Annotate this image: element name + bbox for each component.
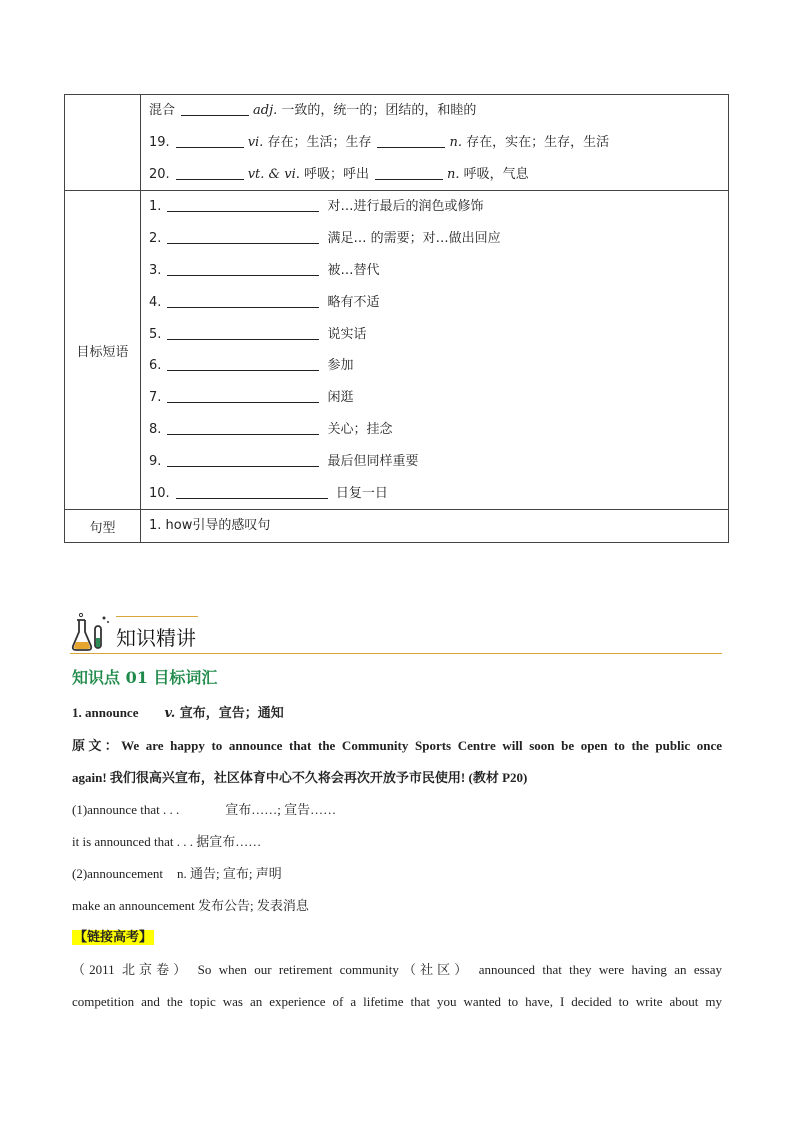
usage-meaning: 宣布……; 宣告…… <box>225 802 337 817</box>
meaning-text: 最后但同样重要 <box>327 453 419 469</box>
usage-line <box>72 794 722 826</box>
section-divider <box>70 653 722 654</box>
meaning-text: 说实话 <box>327 326 367 342</box>
link-exam-tag: 【链接高考】 <box>74 930 153 945</box>
list-item <box>141 255 728 287</box>
entry-meaning: 宣布，宣告；通知 <box>179 706 284 721</box>
meaning-text: 存在；生活；生存 <box>267 134 372 150</box>
blank-field[interactable] <box>176 133 244 148</box>
meaning-text: 呼吸；呼出 <box>304 166 370 182</box>
category-cell-sentence: 句型 <box>65 510 141 543</box>
meaning-text: 参加 <box>327 358 354 374</box>
usage-phrase: (2)announcement <box>72 866 163 881</box>
item-prefix: 混合 <box>149 103 176 118</box>
list-item <box>141 446 728 478</box>
part-of-speech: n. <box>447 166 460 182</box>
table-row-vocab <box>65 95 729 191</box>
item-number: 10. <box>149 485 170 501</box>
blank-field[interactable] <box>167 388 319 403</box>
usage-line <box>72 890 722 922</box>
item-number: 5. <box>149 326 162 342</box>
blank-field[interactable] <box>167 229 319 244</box>
meaning-text: 呼吸，气息 <box>463 166 529 182</box>
list-item <box>141 159 728 191</box>
source-line-2: again! 我们很高兴宣布，社区体育中心不久将会再次开放予市民使用! (教材 P20) <box>72 770 528 785</box>
usage-phrase: (1)announce that . . . <box>72 802 180 817</box>
source-text: We are happy to announce that the Community Sports Centre will soon be open to the public once <box>121 738 722 753</box>
list-item <box>141 127 728 159</box>
blank-field[interactable] <box>375 165 443 180</box>
item-number: 8. <box>149 421 162 437</box>
list-item <box>141 478 728 510</box>
blank-field[interactable] <box>167 356 319 371</box>
flask-icon <box>70 612 112 658</box>
usage-meaning: 通告; 宣布; 声明 <box>189 866 282 881</box>
list-item <box>141 287 728 319</box>
usage-phrase: make an announcement <box>72 898 195 913</box>
exam-line-2: competition and the topic was an experience of a lifetime that you wanted to have, I decided to write about my <box>72 994 722 1009</box>
category-cell-phrases: 目标短语 <box>65 191 141 510</box>
meaning-text: 存在，实在；生存，生活 <box>466 134 610 150</box>
phrases-cell <box>141 191 729 510</box>
vocab-table <box>64 94 729 543</box>
item-number: 9. <box>149 453 162 469</box>
list-item <box>141 223 728 255</box>
blank-field[interactable] <box>167 293 319 308</box>
blank-field[interactable] <box>167 452 319 467</box>
meaning-text: 一致的，统一的；团结的，和睦的 <box>281 103 477 118</box>
usage-line <box>72 858 722 890</box>
blank-field[interactable] <box>176 165 244 180</box>
item-number: 1. <box>149 199 162 215</box>
blank-field[interactable] <box>167 197 319 212</box>
entry-line <box>72 697 722 730</box>
usage-meaning: 据宣布…… <box>196 834 262 849</box>
item-number: 6. <box>149 358 162 374</box>
blank-field[interactable] <box>167 261 319 276</box>
source-label: 原文： <box>72 738 122 753</box>
usage-pos: n. <box>176 866 187 881</box>
item-prefix: 20. <box>149 166 170 182</box>
item-number: 3. <box>149 262 162 278</box>
usage-line <box>72 826 722 858</box>
knowledge-point-heading: 知识点 01 目标词汇 <box>72 668 218 687</box>
usage-meaning: 发布公告; 发表消息 <box>197 898 309 913</box>
item-number: 4. <box>149 294 162 310</box>
knowledge-body <box>72 697 722 1018</box>
list-item <box>141 95 728 127</box>
meaning-text: 关心；挂念 <box>327 421 393 437</box>
meaning-text: 被…替代 <box>327 262 380 278</box>
part-of-speech: adj. <box>253 103 278 118</box>
section-title: 知识精讲 <box>116 626 196 650</box>
exam-line-1: （2011 北京卷） So when our retirement community（社区） announced that they were having an essay <box>72 962 722 977</box>
part-of-speech: n. <box>449 134 462 150</box>
blank-field[interactable] <box>176 484 328 499</box>
blank-field[interactable] <box>167 420 319 435</box>
part-of-speech: vt. & vi. <box>247 166 300 182</box>
entry-word: 1. announce <box>72 705 139 720</box>
meaning-text: 略有不适 <box>327 294 380 310</box>
blank-field[interactable] <box>181 101 249 116</box>
table-row-phrases <box>65 191 729 510</box>
meaning-text: 日复一日 <box>335 485 388 501</box>
source-line-1 <box>72 730 722 762</box>
list-item <box>141 350 728 382</box>
list-item <box>141 382 728 414</box>
meaning-text: 满足… 的需要；对…做出回应 <box>327 231 501 247</box>
blank-field[interactable] <box>377 133 445 148</box>
item-number: 7. <box>149 390 162 406</box>
item-prefix: 19. <box>149 134 170 150</box>
meaning-text: 对…进行最后的润色或修饰 <box>327 199 484 215</box>
entry-pos: v. <box>164 706 176 721</box>
item-number: 2. <box>149 231 162 247</box>
section-accent-line <box>116 616 198 617</box>
list-item <box>141 319 728 351</box>
list-item: 1. how引导的感叹句 <box>149 518 271 534</box>
list-item <box>141 191 728 223</box>
vocab-cell <box>141 95 729 191</box>
list-item <box>141 414 728 446</box>
usage-phrase: it is announced that . . . <box>72 834 193 849</box>
part-of-speech: vi. <box>247 134 264 150</box>
table-row-sentence <box>65 510 729 543</box>
sentence-cell <box>141 510 729 543</box>
meaning-text: 闲逛 <box>327 390 354 406</box>
blank-field[interactable] <box>167 325 319 340</box>
category-cell-empty <box>65 95 141 191</box>
link-tag-line <box>72 922 722 954</box>
